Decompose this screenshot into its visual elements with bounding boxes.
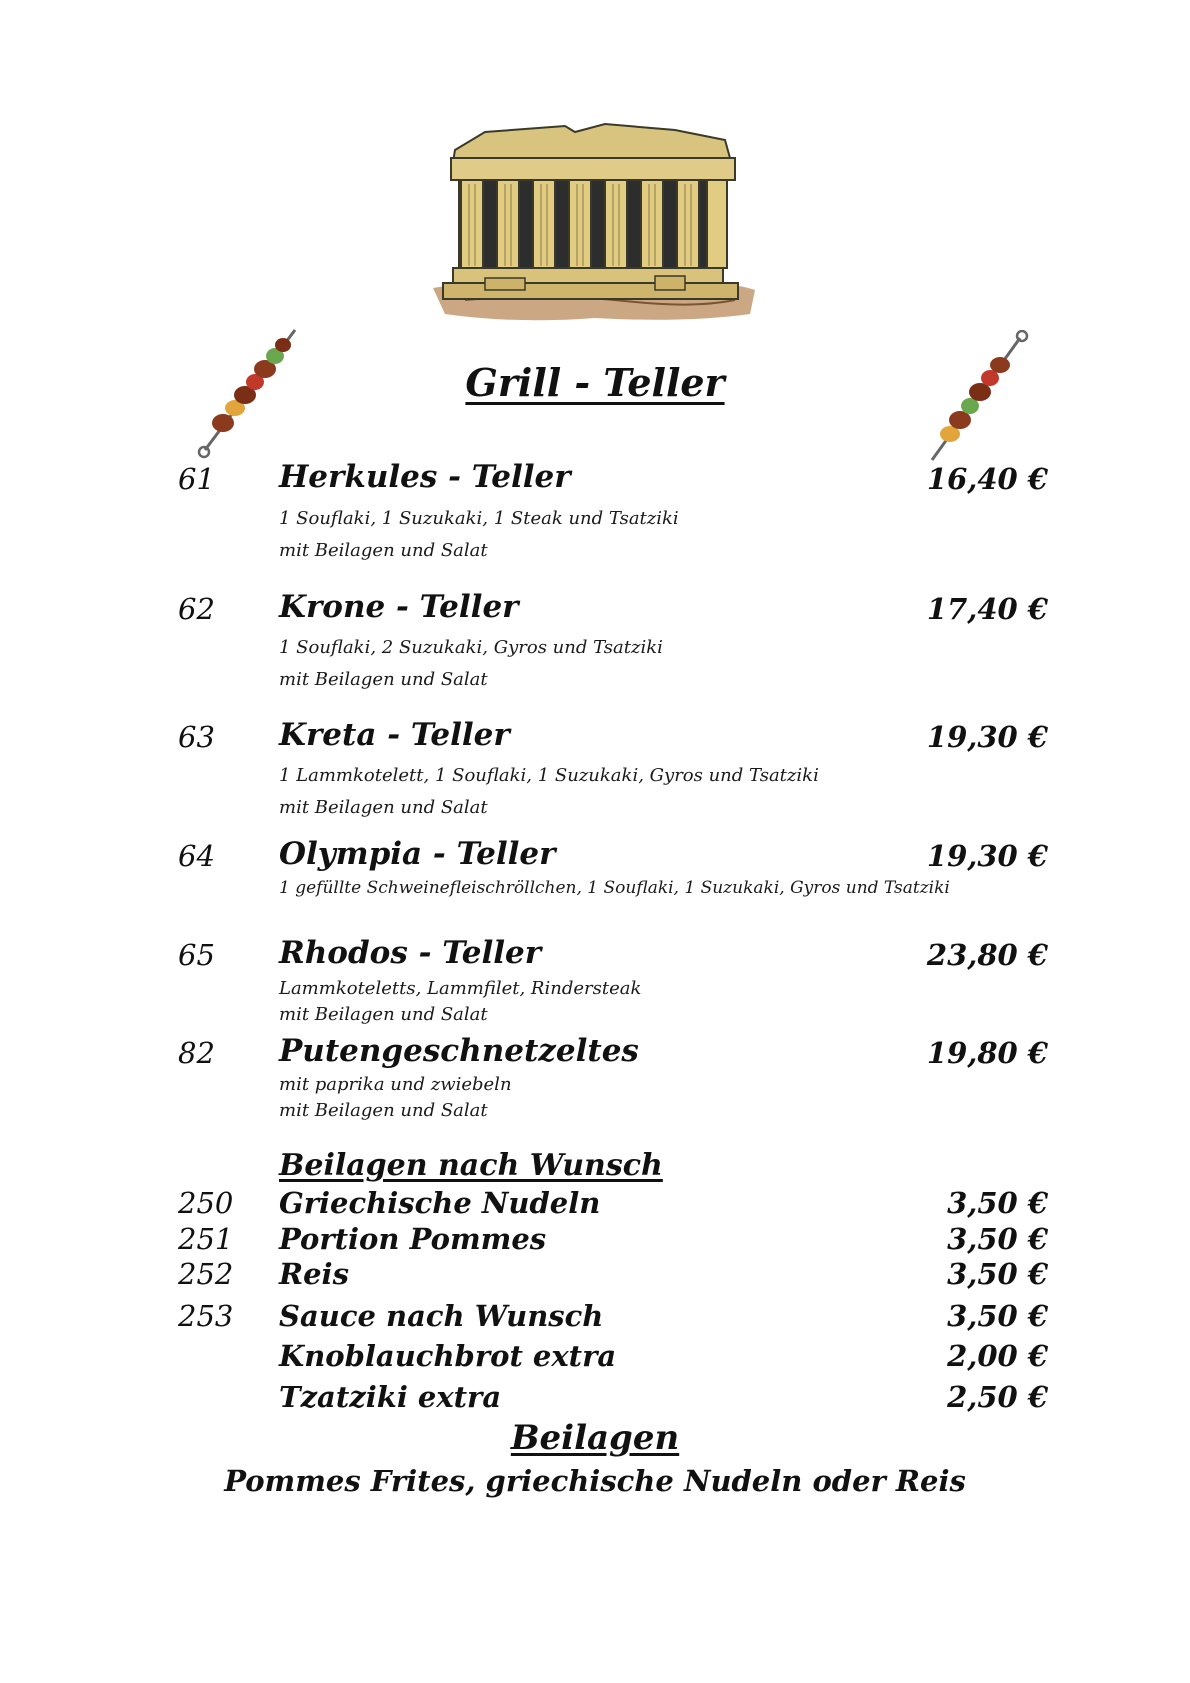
item-price: 23,80 €: [926, 938, 1048, 972]
item-description: mit Beilagen und Salat: [279, 797, 488, 818]
item-description: 1 gefüllte Schweinefleischröllchen, 1 Souflaki, 1 Suzukaki, Gyros und Tsatziki: [279, 878, 950, 898]
side-number: 250: [178, 1186, 234, 1220]
item-name: Putengeschnetzeltes: [279, 1033, 639, 1069]
parthenon-illustration: [425, 118, 760, 328]
footer-title: Beilagen: [510, 1418, 680, 1458]
item-price: 19,80 €: [926, 1036, 1048, 1070]
item-description: mit Beilagen und Salat: [279, 669, 488, 690]
item-description: mit paprika und zwiebeln: [279, 1074, 512, 1095]
item-number: 61: [178, 462, 215, 496]
item-number: 82: [178, 1036, 215, 1070]
side-price: 3,50 €: [947, 1222, 1048, 1256]
side-price: 2,50 €: [947, 1380, 1048, 1414]
item-name: Rhodos - Teller: [279, 935, 542, 971]
side-name: Griechische Nudeln: [279, 1186, 601, 1220]
item-number: 65: [178, 938, 215, 972]
item-description: 1 Lammkotelett, 1 Souflaki, 1 Suzukaki, Gyros und Tsatziki: [279, 765, 819, 786]
item-number: 62: [178, 592, 215, 626]
side-name: Tzatziki extra: [279, 1380, 502, 1414]
side-number: 253: [178, 1299, 234, 1333]
side-name: Reis: [279, 1257, 349, 1291]
item-number: 64: [178, 839, 215, 873]
item-price: 19,30 €: [926, 839, 1048, 873]
side-name: Knoblauchbrot extra: [279, 1339, 617, 1373]
item-number: 63: [178, 720, 215, 754]
item-description: mit Beilagen und Salat: [279, 1100, 488, 1121]
item-description: mit Beilagen und Salat: [279, 540, 488, 561]
side-price: 3,50 €: [947, 1257, 1048, 1291]
side-number: 251: [178, 1222, 234, 1256]
side-price: 2,00 €: [947, 1339, 1048, 1373]
side-name: Portion Pommes: [279, 1222, 547, 1256]
side-price: 3,50 €: [947, 1299, 1048, 1333]
item-name: Herkules - Teller: [279, 459, 571, 495]
sides-heading: Beilagen nach Wunsch: [279, 1148, 663, 1183]
item-price: 16,40 €: [926, 462, 1048, 496]
item-description: 1 Souflaki, 1 Suzukaki, 1 Steak und Tsatziki: [279, 508, 679, 529]
item-name: Krone - Teller: [279, 589, 519, 625]
footer-text: Pommes Frites, griechische Nudeln oder Reis: [224, 1464, 966, 1498]
item-price: 19,30 €: [926, 720, 1048, 754]
side-price: 3,50 €: [947, 1186, 1048, 1220]
side-number: 252: [178, 1257, 234, 1291]
item-name: Kreta - Teller: [279, 717, 510, 753]
item-description: 1 Souflaki, 2 Suzukaki, Gyros und Tsatziki: [279, 637, 663, 658]
item-price: 17,40 €: [926, 592, 1048, 626]
side-name: Sauce nach Wunsch: [279, 1299, 604, 1333]
page-title: Grill - Teller: [465, 360, 725, 405]
item-name: Olympia - Teller: [279, 836, 556, 872]
item-description: Lammkoteletts, Lammfilet, Rindersteak: [279, 978, 642, 999]
item-description: mit Beilagen und Salat: [279, 1004, 488, 1025]
